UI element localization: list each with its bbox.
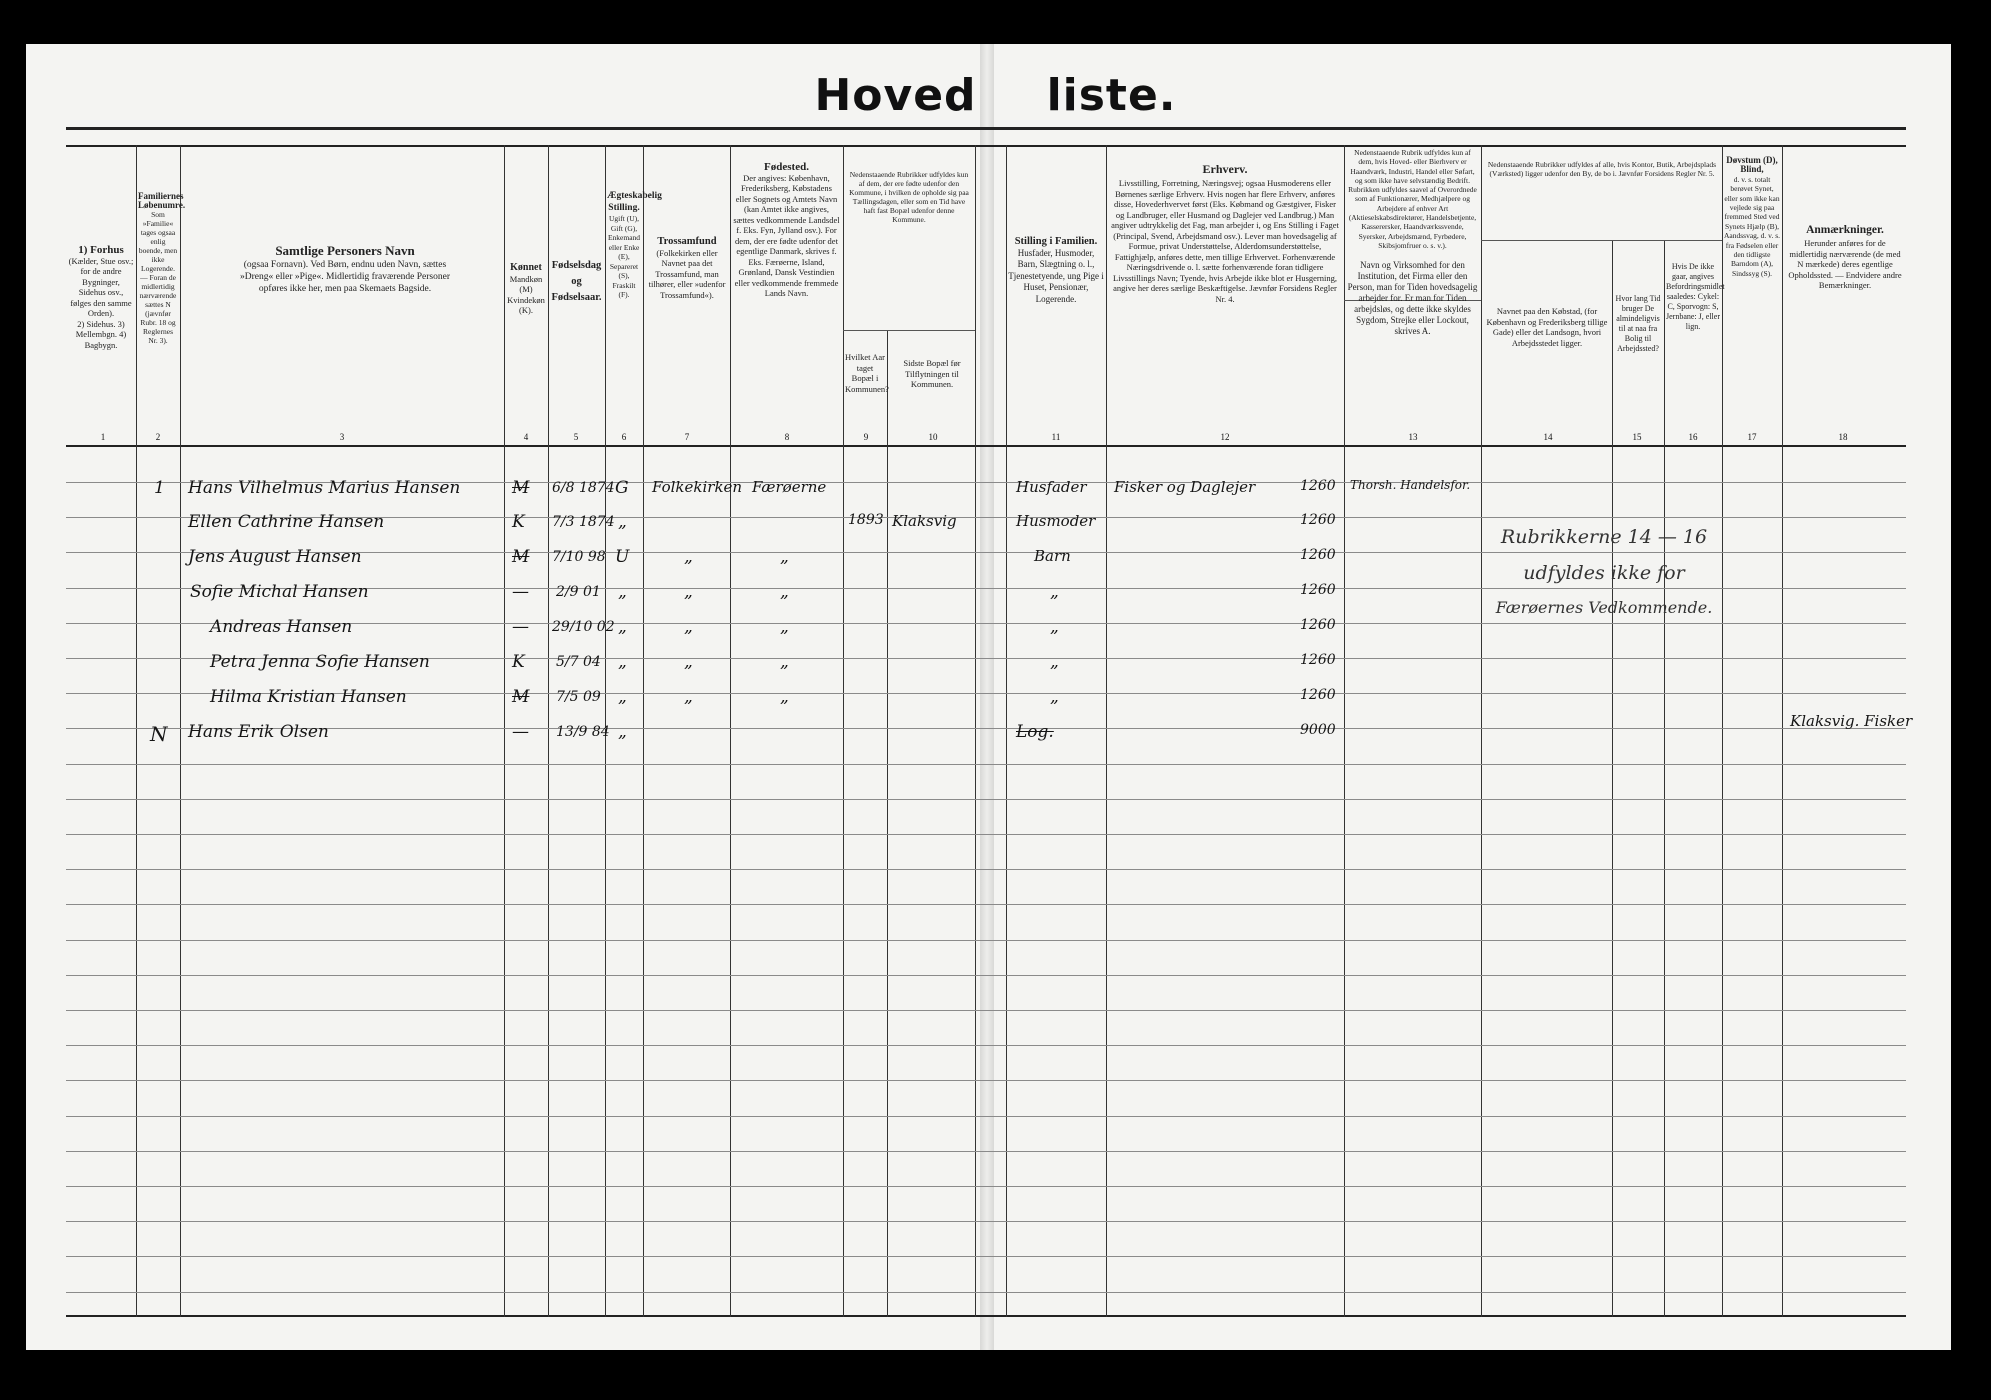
previous-residence: Klaksvig xyxy=(892,512,957,530)
family-position: „ xyxy=(1050,582,1059,602)
birthplace: „ xyxy=(780,582,789,602)
header-col11-title: Stilling i Familien. xyxy=(1014,236,1098,247)
faith: „ xyxy=(684,547,693,567)
column-number: 6 xyxy=(621,432,627,442)
column-number: 11 xyxy=(1051,432,1061,442)
column-number: 16 xyxy=(1688,432,1698,442)
header-col3-title: Samtlige Personers Navn xyxy=(275,243,415,258)
birth-date: 5/7 04 xyxy=(556,654,601,670)
column-number: 4 xyxy=(523,432,529,442)
column-number: 3 xyxy=(339,432,345,442)
header-top-rule xyxy=(66,145,1906,147)
family-position: „ xyxy=(1050,687,1059,707)
moved-year: 1893 xyxy=(848,512,884,528)
header-col14: Navnet paa den Købstad, (for København og Frederiksberg tillige Gade) eller det Landsogn, hvori Arbejdsstedet ligger. xyxy=(1486,306,1608,348)
header-col11 xyxy=(1008,236,1104,305)
sex: — xyxy=(512,617,529,637)
ruled-line xyxy=(66,1221,1906,1222)
employer: Thorsh. Handelsfor. xyxy=(1350,478,1471,492)
birth-date: 7/5 09 xyxy=(556,689,601,705)
header-col3-body: (ogsaa Fornavn). Ved Børn, endnu uden Navn, sættes »Dreng« eller »Pige«. Midlertidig fraværende Personer opføres ikke her, men paa Skemaets Bagside. xyxy=(240,260,450,294)
header-col17 xyxy=(1724,156,1780,278)
sex: K xyxy=(512,652,525,672)
header-col17-title: Døvstum (D), Blind, xyxy=(1726,155,1778,175)
family-number: 1 xyxy=(154,478,165,498)
person-name: Hilma Kristian Hansen xyxy=(210,687,407,707)
person-name: Hans Erik Olsen xyxy=(188,722,329,742)
column-number: 14 xyxy=(1543,432,1553,442)
header-col12 xyxy=(1110,160,1340,304)
note-line-2: udfyldes ikke for xyxy=(1523,562,1685,584)
header-col12-title: Erhverv. xyxy=(1202,162,1248,176)
header-col6 xyxy=(607,190,662,300)
sex: M xyxy=(512,547,530,567)
occupation: Fisker og Daglejer xyxy=(1114,478,1256,496)
header-col14-16-top: Nedenstaaende Rubrikker udfyldes af alle, hvis Kontor, Butik, Arbejdsplads (Værksted) ligger udenfor den By, de bo i. Jævnfør Forsidens Regler Nr. 5. xyxy=(1487,160,1717,178)
marital-status: „ xyxy=(618,722,627,742)
birthplace: „ xyxy=(780,652,789,672)
occupation-code: 1260 xyxy=(1300,478,1336,494)
title-word-1: Hoved xyxy=(814,70,977,121)
birthplace: Færøerne xyxy=(752,478,827,496)
header-col7-title: Trossamfund xyxy=(657,236,717,247)
ruled-line xyxy=(66,764,1906,765)
ruled-line xyxy=(66,904,1906,905)
column-number: 8 xyxy=(784,432,790,442)
header-col18-body: Herunder anføres for de midlertidig nærværende (de med N mærkede) deres egentlige Opholdssted. — Endvidere andre Bemærkninger. xyxy=(1788,238,1902,290)
ruled-line xyxy=(66,1186,1906,1187)
occupation-code: 9000 xyxy=(1300,722,1336,738)
birth-date: 13/9 84 xyxy=(556,724,610,740)
header-col3 xyxy=(230,245,460,295)
sex: — xyxy=(512,722,529,742)
header-col9: Hvilket Aar taget Bopæl i Kommunen? xyxy=(845,352,889,394)
birthplace: „ xyxy=(780,617,789,637)
person-name: Jens August Hansen xyxy=(188,547,362,567)
marital-status: „ xyxy=(618,652,627,672)
person-name: Hans Vilhelmus Marius Hansen xyxy=(188,478,461,498)
header-col13 xyxy=(1347,148,1478,337)
person-name: Petra Jenna Sofie Hansen xyxy=(210,652,430,672)
marital-status: G xyxy=(615,478,629,498)
faith: „ xyxy=(684,582,693,602)
header-col2 xyxy=(138,191,186,345)
occupation-code: 1260 xyxy=(1300,512,1336,528)
sex: — xyxy=(512,582,529,602)
header-col8-body: Der angives: København, Frederiksberg, Købstadens eller Sognets og Amtets Navn (kan Amtet ikke angives, sættes vedkommende Landsdel f. Eks. Fyn, Jylland osv.). For dem, der ere fødte udenfor det egentlige Danmark, skrives f. Eks. Færøerne, Island, Grønland, Dansk Vestindien eller vedkommende fremmede Lands Navn. xyxy=(733,172,840,298)
column-number: 2 xyxy=(155,432,161,442)
header-col9-10-top: Nedenstaaende Rubrikker udfyldes kun af dem, der ere fødte udenfor den Kommune, i hvilken de opholde sig paa Tællingsdagen, eller som en Tid have haft fast Bopæl udenfor denne Kommune. xyxy=(849,170,969,224)
ruled-line xyxy=(66,1256,1906,1257)
ruled-line xyxy=(66,940,1906,941)
family-position: Husfader xyxy=(1016,478,1087,496)
header-bottom-rule xyxy=(66,445,1906,447)
table-bottom-rule xyxy=(66,1315,1906,1317)
ruled-line xyxy=(66,1010,1906,1011)
birthplace: „ xyxy=(780,547,789,567)
family-number: N xyxy=(150,722,168,746)
header-col8-title: Fødested. xyxy=(764,161,809,173)
occupation-code: 1260 xyxy=(1300,547,1336,563)
top-rule xyxy=(66,127,1906,130)
column-number: 18 xyxy=(1838,432,1848,442)
header-col6-body: Ugift (U), Gift (G), Enkemand eller Enke (E), Separeret (S), Fraskilt (F). xyxy=(607,214,641,299)
header-col17-body: d. v. s. totalt berøvet Synet, eller som ikke kan vejlede sig paa fremmed Sted ved Synets Hjælp (B), Aandssvag, d. v. s. fra Fødselen eller den tidligste Barndom (A), Sindssyg (S). xyxy=(1724,174,1780,278)
column-number: 9 xyxy=(863,432,869,442)
occupation-code: 1260 xyxy=(1300,582,1336,598)
birth-date: 7/3 1874 xyxy=(552,514,615,530)
sex: M xyxy=(512,478,530,498)
header-col1-title: 1) Forhus xyxy=(78,244,124,256)
marital-status: U xyxy=(615,547,630,567)
marital-status: „ xyxy=(618,687,627,707)
faith: „ xyxy=(684,687,693,707)
faith: Folkekirken xyxy=(652,478,743,496)
column-number: 13 xyxy=(1408,432,1418,442)
header-col10: Sidste Bopæl før Tilflytningen til Kommunen. xyxy=(903,358,961,389)
header-col18-title: Anmærkninger. xyxy=(1806,224,1884,236)
column-number: 5 xyxy=(573,432,579,442)
page-fold xyxy=(980,44,994,1350)
family-position: „ xyxy=(1050,652,1059,672)
header-col5 xyxy=(550,258,603,306)
column-number: 12 xyxy=(1220,432,1230,442)
column-number: 7 xyxy=(684,432,690,442)
header-col2-title: Familiernes Løbenumre. xyxy=(138,191,186,210)
page-title xyxy=(0,70,1991,121)
ruled-line xyxy=(66,799,1906,800)
ruled-line xyxy=(66,1045,1906,1046)
family-position: Husmoder xyxy=(1016,512,1096,530)
person-name: Ellen Cathrine Hansen xyxy=(188,512,385,532)
person-name: Andreas Hansen xyxy=(210,617,353,637)
header-col7 xyxy=(648,236,726,300)
header-col4-title: Kønnet xyxy=(510,262,542,273)
faith: „ xyxy=(684,617,693,637)
header-col16: Hvis De ikke gaar, angives Befordringsmidlet saaledes: Cykel: C, Sporvogn: S, Jernbane: J, eller lign. xyxy=(1666,262,1725,331)
ruled-line xyxy=(66,834,1906,835)
header-col4 xyxy=(506,262,546,316)
header-col1 xyxy=(68,245,134,350)
column-number: 15 xyxy=(1632,432,1642,442)
header-col2-body: Som »Familie« tages ogsaa enlig boende, men ikke Logerende. — Foran de midlertidig nærværende sættes N (jævnfør Rubr. 18 og Reglernes Nr. 3). xyxy=(138,210,178,345)
family-position: Log. xyxy=(1016,722,1054,742)
ruled-line xyxy=(66,869,1906,870)
note-line-3: Færøernes Vedkommende. xyxy=(1495,598,1713,617)
marital-status: „ xyxy=(618,582,627,602)
occupation-code: 1260 xyxy=(1300,687,1336,703)
occupation-code: 1260 xyxy=(1300,617,1336,633)
birth-date: 6/8 1874 xyxy=(552,480,615,496)
birthplace: „ xyxy=(780,687,789,707)
header-col1-body: (Kælder, Stue osv.; for de andre Bygninger, Sidehus osv., følges den samme Orden). xyxy=(68,255,134,318)
birth-date: 29/10 02 xyxy=(552,619,615,635)
header-col13-lower: Navn og Virksomhed for den Institution, det Firma eller den Person, man for Tiden hovedsagelig arbejder for. Er man for Tiden arbejdsløs, og dette ikke skyldes Sygdom, Strejke eller Lockout, skrives A. xyxy=(1347,260,1478,337)
header-col6-title: Ægteskabelig Stilling. xyxy=(607,191,662,213)
ruled-line xyxy=(66,975,1906,976)
faith: „ xyxy=(684,652,693,672)
header-col7-body: (Folkekirken eller Navnet paa det Trossamfund, man tilhører, eller »udenfor Trossamfund«). xyxy=(648,247,726,300)
header-col15: Hvor lang Tid bruger De almindeligvis til at naa fra Bolig til Arbejdssted? xyxy=(1615,294,1661,353)
ruled-line xyxy=(66,1116,1906,1117)
person-name: Sofie Michal Hansen xyxy=(190,582,369,602)
header-col13-body: Nedenstaaende Rubrik udfyldes kun af dem, hvis Hoved- eller Bierhverv er Haandværk, Industri, Handel eller Søfart, og som ikke have selvstændig Bedrift. Rubrikken udfyldes saavel af Overordnede som af Funktionærer, Medhjælpere og Arbejdere af enhver Art (Aktieselskabsdirektører, Handelsbetjente, Kasserersker, Haandværkssvende, Syersker, Arbejdsmænd, Fyrbødere, Skibsjomfruer o. s. v.). xyxy=(1348,148,1477,250)
column-number: 17 xyxy=(1747,432,1757,442)
header-col12-body: Livsstilling, Forretning, Næringsvej; ogsaa Husmoderens eller Børnenes særlige Erhverv. Hvis nogen har flere Erhverv, anføres disse, Hovederhvervet først (Eks. Købmand og Gæstgiver, Fisker og Landbruger, eller Husmand og Daglejer ved Landbrug.) Man angiver udtrykkelig det Fag, man arbejder i, og Ens Stilling i Faget (Principal, Svend, Arbejdsmand osv.). Lever man hovedsagelig af Formue, privat Understøttelse, Alderdomsunderstøttelse, Fattighjælp, anføres dette, men tillige Erhvervet. Forhenværende Næringsdrivende o. l. sætte forhenværende foran tidligere Livsstillings Navn; Tyende, hvis Arbejde ikke blot er Husgerning, angive her deres særlige Beskæftigelse. Jævnfør Forsidens Regler Nr. 4. xyxy=(1111,178,1339,304)
header-col4-body: Mandkøn (M) Kvindekøn (K). xyxy=(507,273,545,315)
remark: Klaksvig. Fisker xyxy=(1790,712,1913,730)
header-col8 xyxy=(733,162,840,299)
sex: K xyxy=(512,512,525,532)
column-number: 1 xyxy=(100,432,106,442)
marital-status: „ xyxy=(618,617,627,637)
header-col5-title: Fødselsdag og Fødselsaar. xyxy=(551,260,602,303)
marital-status: „ xyxy=(618,512,627,532)
header-col1-list: 2) Sidehus. 3) Mellembgn. 4) Bagbygn. xyxy=(75,318,127,350)
header-col18 xyxy=(1786,222,1904,291)
family-position: „ xyxy=(1050,617,1059,637)
family-position: Barn xyxy=(1034,547,1071,565)
ruled-line xyxy=(66,1292,1906,1293)
ruled-line xyxy=(66,1151,1906,1152)
birth-date: 2/9 01 xyxy=(556,584,601,600)
column-number: 10 xyxy=(928,432,938,442)
sex: M xyxy=(512,687,530,707)
ruled-line xyxy=(66,1080,1906,1081)
occupation-code: 1260 xyxy=(1300,652,1336,668)
title-word-2: liste. xyxy=(1046,70,1177,121)
ruled-line xyxy=(66,728,1906,729)
header-col11-body: Husfader, Husmoder, Barn, Slægtning o. l., Tjenestetyende, ung Pige i Huset, Pensionær, Logerende. xyxy=(1008,247,1104,304)
note-line-1: Rubrikkerne 14 — 16 xyxy=(1500,526,1708,548)
birth-date: 7/10 98 xyxy=(552,549,606,565)
